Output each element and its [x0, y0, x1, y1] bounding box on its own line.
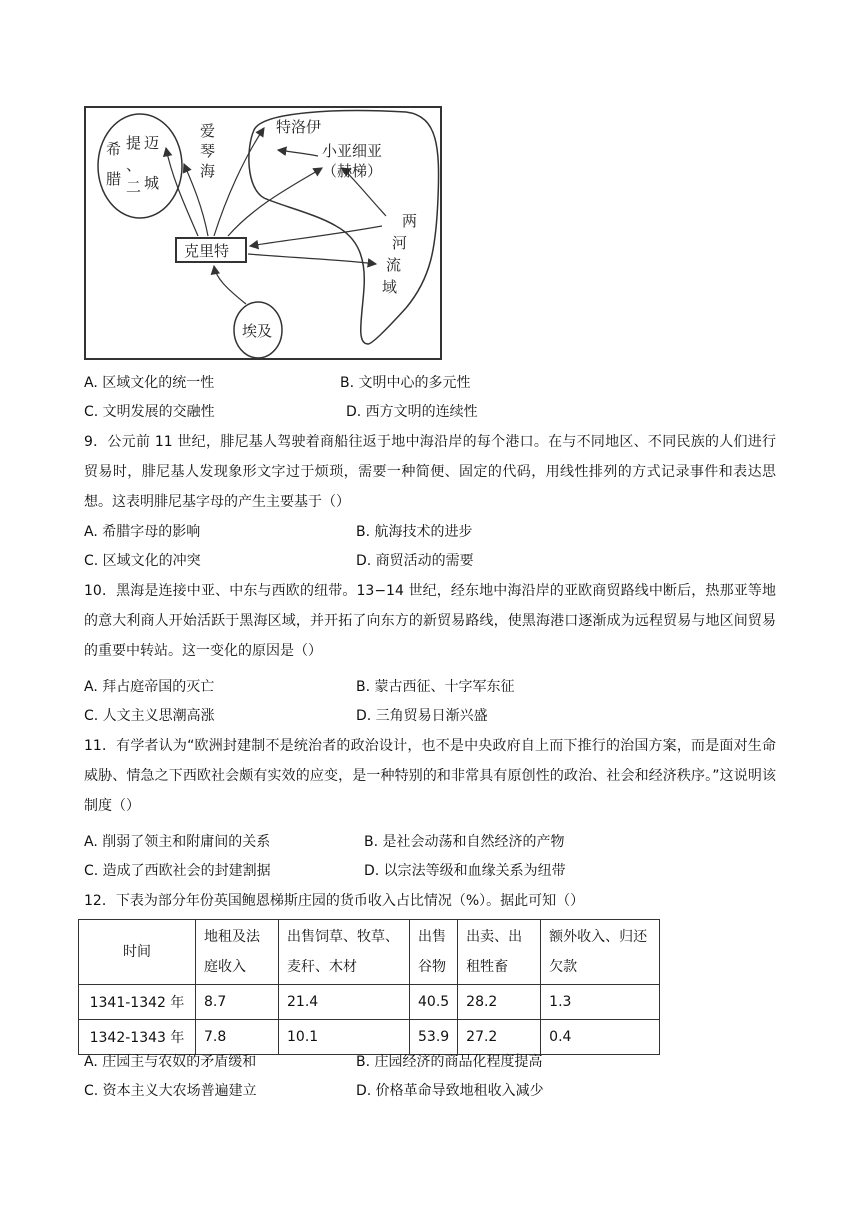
- q9-option-b[interactable]: B. 航海技术的进步: [356, 524, 473, 540]
- table-header-cell: 额外收入、归还欠款: [541, 920, 660, 985]
- trade-map-svg: [86, 108, 442, 360]
- q11-option-b[interactable]: B. 是社会动荡和自然经济的产物: [364, 834, 565, 850]
- q10-option-a[interactable]: A. 拜占庭帝国的灭亡: [84, 679, 215, 695]
- table-header-cell: 出卖、出租牲畜: [458, 920, 541, 985]
- map-label-greece-2: 腊: [106, 170, 122, 188]
- q9-option-c[interactable]: C. 区域文化的冲突: [84, 553, 201, 569]
- map-label-crete: 克里特: [184, 242, 230, 260]
- table-header-cell: 出售饲草、牧草、麦秆、木材: [279, 920, 410, 985]
- map-label-meso-2: 河: [392, 234, 408, 252]
- map-label-hittite: （赫梯）: [322, 162, 383, 180]
- q12-option-a[interactable]: A. 庄园主与农奴的矛盾缓和: [84, 1054, 257, 1070]
- table-cell: 40.5: [410, 985, 458, 1020]
- table-cell: 53.9: [410, 1020, 458, 1055]
- q10-option-b[interactable]: B. 蒙古西征、十字军东征: [356, 679, 515, 695]
- q12-option-d[interactable]: D. 价格革命导致地租收入减少: [356, 1083, 544, 1099]
- q12-option-b[interactable]: B. 庄园经济的商品化程度提高: [356, 1054, 543, 1070]
- table-cell: 1342-1343 年: [79, 1020, 196, 1055]
- q8-option-a[interactable]: A. 区域文化的统一性: [84, 375, 215, 391]
- map-label-greece-1: 希: [106, 140, 122, 158]
- map-label-tiryns-3: 二: [126, 178, 142, 196]
- map-label-tiryns-4: 迈: [144, 134, 160, 152]
- map-label-aegean-2: 琴: [200, 142, 216, 160]
- q9-option-a[interactable]: A. 希腊字母的影响: [84, 524, 201, 540]
- table-cell: 10.1: [279, 1020, 410, 1055]
- map-label-meso-3: 流: [386, 256, 402, 274]
- table-header-cell: 地租及法庭收入: [196, 920, 279, 985]
- table-cell: 1.3: [541, 985, 660, 1020]
- arrow-crete-troy: [214, 128, 264, 236]
- map-label-aegean-3: 海: [200, 162, 216, 180]
- q10-option-c[interactable]: C. 人文主义思潮高涨: [84, 708, 215, 724]
- table-row: [79, 1020, 660, 1055]
- q9-stem: 9．公元前 11 世纪，腓尼基人驾驶着商船往返于地中海沿岸的每个港口。在与不同地区、不同民族的人们进行贸易时，腓尼基人发现象形文字过于烦琐，需要一种简便、固定的代码，用线性排列的方式记录事件和表达思想。这表明腓尼基字母的产生主要基于（）: [84, 434, 776, 510]
- arrow-asia-troy: [278, 150, 318, 156]
- table-cell: 0.4: [541, 1020, 660, 1055]
- table-cell: 8.7: [196, 985, 279, 1020]
- table-cell: 21.4: [279, 985, 410, 1020]
- map-label-troy: 特洛伊: [276, 118, 322, 136]
- q9-option-d[interactable]: D. 商贸活动的需要: [356, 553, 474, 569]
- table-row: [79, 985, 660, 1020]
- table-header-cell: 时间: [79, 920, 196, 985]
- q8-option-d[interactable]: D. 西方文明的连续性: [346, 404, 478, 420]
- map-label-meso-4: 域: [382, 278, 398, 296]
- q11-option-a[interactable]: A. 削弱了领主和附庸间的关系: [84, 834, 271, 850]
- q11-option-d[interactable]: D. 以宗法等级和血缘关系为纽带: [364, 863, 566, 879]
- q12-stem: 12．下表为部分年份英国鲍恩梯斯庄园的货币收入占比情况（%）。据此可知（）: [84, 893, 585, 909]
- table-header-row: [79, 920, 660, 985]
- arrow-egypt-crete: [214, 266, 246, 304]
- q11-stem: 11．有学者认为“欧洲封建制不是统治者的政治设计，也不是中央政府自上而下推行的治国方案，而是面对生命威胁、情急之下西欧社会颇有实效的应变，是一种特别的和非常具有原创性的政治、社会和经济秩序。”这说明该制度（）: [84, 738, 776, 814]
- map-label-tiryns-5: 城: [144, 174, 160, 192]
- q10-stem: 10．黑海是连接中亚、中东与西欧的纽带。13−14 世纪，经东地中海沿岸的亚欧商贸路线中断后，热那亚等地的意大利商人开始活跃于黑海区域，并开拓了向东方的新贸易路线，使黑海港口逐渐成为远程贸易与地区间贸易的重要中转站。这一变化的原因是（）: [84, 583, 776, 659]
- map-label-meso-1: 两: [402, 212, 418, 230]
- table-cell: 7.8: [196, 1020, 279, 1055]
- map-label-tiryns-2: 、: [126, 156, 142, 174]
- arrow-crete-meso: [248, 254, 376, 264]
- table-header-cell: 出售谷物: [410, 920, 458, 985]
- map-label-tiryns-1: 提: [126, 134, 142, 152]
- map-label-asia-minor: 小亚细亚: [322, 142, 383, 160]
- trade-map-figure: [84, 106, 442, 360]
- table-cell: 28.2: [458, 985, 541, 1020]
- q12-option-c[interactable]: C. 资本主义大农场普遍建立: [84, 1083, 257, 1099]
- q8-option-c[interactable]: C. 文明发展的交融性: [84, 404, 215, 420]
- table-cell: 1341-1342 年: [79, 985, 196, 1020]
- arrow-meso-crete: [250, 226, 382, 246]
- map-label-aegean-1: 爱: [200, 122, 216, 140]
- map-label-egypt: 埃及: [242, 322, 273, 340]
- q8-option-b[interactable]: B. 文明中心的多元性: [340, 375, 471, 391]
- table-cell: 27.2: [458, 1020, 541, 1055]
- q11-option-c[interactable]: C. 造成了西欧社会的封建割据: [84, 863, 271, 879]
- q10-option-d[interactable]: D. 三角贸易日渐兴盛: [356, 708, 488, 724]
- q12-income-table: [78, 919, 660, 1055]
